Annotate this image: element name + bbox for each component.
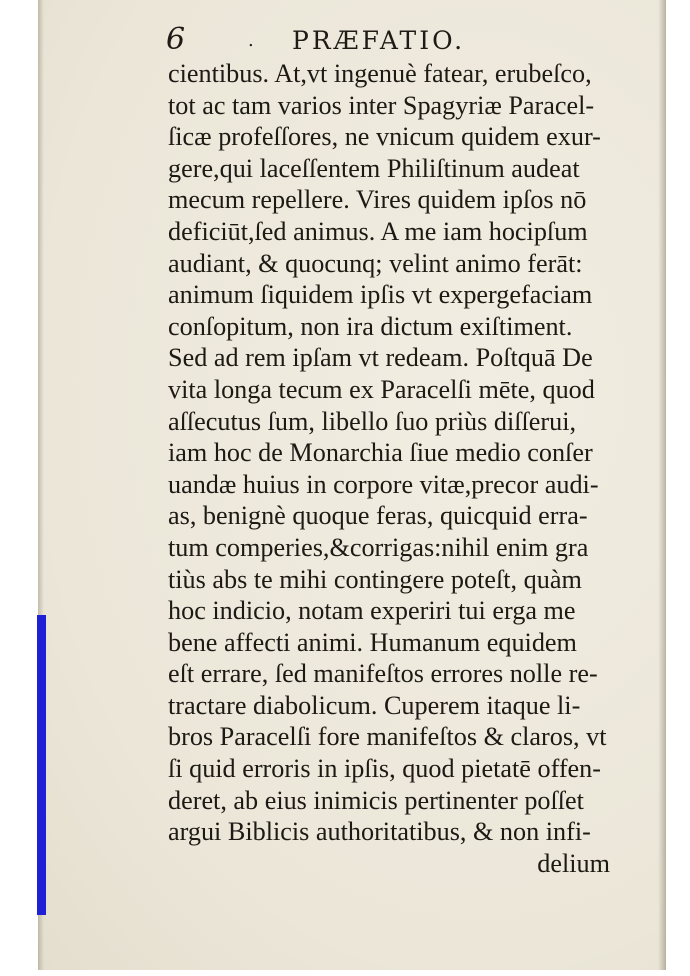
- text-line: animum ſiquidem ipſis vt expergefaciam: [168, 280, 593, 310]
- text-line: tot ac tam varios inter Spagyriæ Paracel-: [168, 90, 595, 120]
- page-header: [166, 22, 506, 62]
- text-line: iam hoc de Monarchia ſiue medio conſer: [168, 438, 593, 468]
- catchword: delium: [537, 848, 610, 878]
- running-title: PRÆFATIO.: [292, 26, 466, 55]
- text-line: cientibus. At,vt ingenuè fatear, erubeſco,: [168, 59, 592, 88]
- body-text-block: [168, 58, 616, 879]
- page-edge-shadow: [658, 0, 666, 970]
- text-line: uandæ huius in corpore vitæ,precor audi-: [168, 469, 599, 499]
- text-line: deret, ab eius inimicis pertinenter poſſet: [168, 785, 584, 815]
- folio-number: 6: [166, 22, 186, 57]
- text-line: argui Biblicis authoritatibus, & non infi-: [168, 817, 591, 847]
- text-line: tractare diabolicum. Cuperem itaque li-: [168, 690, 581, 720]
- text-line: bene affecti animi. Humanum equidem: [168, 627, 577, 657]
- text-line: hoc indicio, notam experiri tui erga me: [168, 596, 576, 626]
- scan-edge-color-strip: [37, 615, 46, 915]
- text-line: tiùs abs te mihi contingere poteſt, quàm: [168, 564, 582, 594]
- text-line: gere,qui laceſſentem Philiſtinum audeat: [168, 153, 580, 183]
- text-line: conſopitum, non ira dictum exiſtiment.: [168, 311, 573, 341]
- header-separator: .: [248, 30, 254, 51]
- text-line: as, benignè quoque feras, quicquid erra-: [168, 501, 588, 531]
- text-line: ſi quid erroris in ipſis, quod pietatē offen-: [168, 754, 601, 784]
- text-line: ſicæ profeſſores, ne vnicum quidem exur-: [168, 122, 601, 152]
- text-line: vita longa tecum ex Paracelſi mēte, quod: [168, 374, 595, 404]
- text-line: eſt errare, ſed manifeſtos errores nolle re-: [168, 659, 598, 689]
- text-line: aſſecutus ſum, libello ſuo priùs diſſerui,: [168, 406, 577, 436]
- text-line: tum comperies,&corrigas:nihil enim gra: [168, 532, 589, 562]
- text-line: Sed ad rem ipſam vt redeam. Poſtquā De: [168, 343, 593, 373]
- text-line: bros Paracelſi fore manifeſtos & claros, vt: [168, 722, 607, 752]
- text-line: deficiūt,ſed animus. A me iam hocipſum: [168, 216, 588, 246]
- text-line: mecum repellere. Vires quidem ipſos nō: [168, 185, 587, 215]
- text-line: audiant, & quocunq; velint animo ferāt:: [168, 248, 583, 278]
